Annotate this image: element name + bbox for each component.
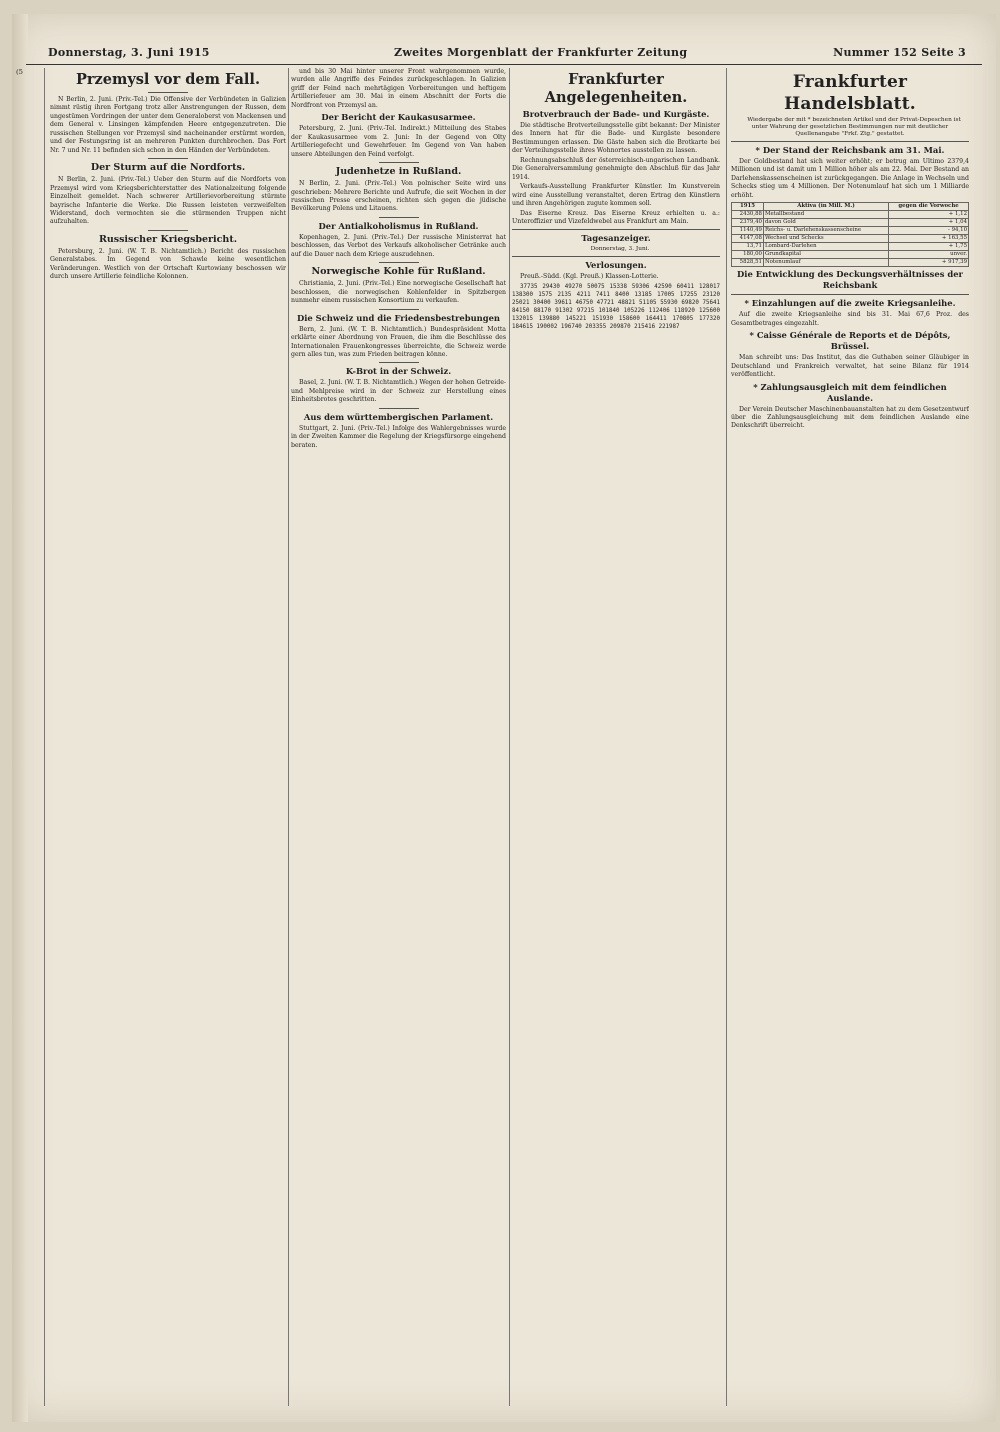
column-rule xyxy=(44,68,45,1406)
article-paragraph: N Berlin, 2. Juni. (Priv.-Tel.) Von polnischer Seite wird uns geschrieben: Mehrere Berichte und Aufrufe, die seit Wochen in der russischen Presse erscheinen, richten sich gegen die jüdische Bevölkerung Polens und Litauens. xyxy=(291,180,506,213)
table-cell: Wechsel und Schecks xyxy=(763,235,888,243)
article-paragraph: Basel, 2. Juni. (W. T. B. Nichtamtlich.) Wegen der hohen Getreide- und Mehlpreise wird in der Schweiz zur Herstellung eines Einheitsbrotes geschritten. xyxy=(291,379,506,404)
masthead-page-number: Nummer 152 Seite 3 xyxy=(833,46,966,59)
rule xyxy=(731,294,969,295)
column-przemysl xyxy=(50,68,286,1412)
table-cell: 180,00 xyxy=(732,251,764,259)
rule xyxy=(512,256,720,257)
rule xyxy=(148,92,188,93)
headline-verlosungen: Verlosungen. xyxy=(585,260,647,271)
article-paragraph: Petersburg, 2. Juni. (Priv.-Tel. Indirekt.) Mitteilung des Stabes der Kaukasusarmee vom 2. Juni: In der Gegend von Olty Artilleriegefecht und Gewehrfeuer. Im Gegend von Van haben unsere Abteilungen den Feind verfolgt. xyxy=(291,125,506,158)
headline-judenhetze: Judenhetze in Rußland. xyxy=(335,166,462,178)
column-rule xyxy=(288,68,289,1406)
column-news xyxy=(291,68,506,1412)
article-paragraph: N Berlin, 2. Juni. (Priv.-Tel.) Die Offensive der Verbündeten in Galizien nimmt rüstig ihren Fortgang trotz aller Anstrengungen der Russen, dem ungestümen Vordringen der unter dem Generaloberst von Mackensen und dem General v. Linsingen kämpfenden Heere entgegenzutreten. Die russischen Stellungen vor Przemysl sind nacheinander erstürmt worden, und der Festungsring ist an mehreren Punkten durchbrochen. Das Fort Nr. 7 und Nr. 11 befinden sich schon in den Händen der Verbündeten. xyxy=(50,96,286,154)
table-cell: 13,71 xyxy=(732,243,764,251)
subhead-deckungsverhaeltnis: Die Entwicklung des Deckungsverhältnisses der Reichsbank xyxy=(737,269,963,291)
table-row xyxy=(732,259,969,267)
table-cell: 2379,40 xyxy=(732,219,764,227)
edge-text: (5 xyxy=(16,68,23,76)
table-row xyxy=(732,251,969,259)
headline-tagesanzeiger: Tagesanzeiger. xyxy=(581,233,651,244)
article-paragraph: Verkaufs-Ausstellung Frankfurter Künstler. Im Kunstverein wird eine Ausstellung veranstaltet, deren Ertrag den Künstlern und ihren Angehörigen zugute kommen soll. xyxy=(512,183,720,208)
headline-nordforts: Der Sturm auf die Nordforts. xyxy=(90,162,246,174)
rule xyxy=(379,309,419,310)
column-frankfurt xyxy=(512,68,720,1412)
dateline: Donnerstag, 3. Juni. xyxy=(590,246,650,253)
headline-russian-report: Russischer Kriegsbericht. xyxy=(98,233,238,245)
article-paragraph: Man schreibt uns: Das Institut, das die Guthaben seiner Gläubiger in Deutschland und Frankreich verwaltet, hat seine Bilanz für 1914 veröffentlicht. xyxy=(731,354,969,379)
masthead-rule xyxy=(26,64,982,65)
table-cell: + 1,75 xyxy=(889,243,969,251)
table-cell: 5828,51 xyxy=(732,259,764,267)
subhead-kriegsanleihe: * Einzahlungen auf die zweite Kriegsanleihe. xyxy=(744,298,956,309)
headline-handelsblatt: Frankfurter Handelsblatt. xyxy=(784,72,916,114)
rule xyxy=(379,362,419,363)
table-cell: 1140,49 xyxy=(732,227,764,235)
subhead-zahlungsausgleich: * Zahlungsausgleich mit dem feindlichen Auslande. xyxy=(753,381,947,403)
article-paragraph: Der Goldbestand hat sich weiter erhöht; er betrug am Ultimo 2379,4 Millionen und ist damit um 1 Million höher als am 22. Mai. Der Bestand an Darlehenskassenscheinen ist zurückgegangen. Die Anlage in Wechseln und Schecks stieg um 4 Millionen. Der Notenumlauf hat sich um 1 Milliarde erhöht. xyxy=(731,158,969,199)
table-header-row xyxy=(732,203,969,211)
rule xyxy=(379,217,419,218)
rule xyxy=(379,262,419,263)
article-paragraph: Die städtische Brotverteilungsstelle gibt bekannt: Der Minister des Innern hat für die Bade- und Kurgäste besondere Bestimmungen erlassen. Die Gäste haben sich die Brotkarte bei der Verteilungsstelle ihres Wohnortes ausstellen zu lassen. xyxy=(512,122,720,155)
table-cell: + 1,12 xyxy=(889,211,969,219)
rule xyxy=(379,162,419,163)
table-cell: Metallbestand xyxy=(763,211,888,219)
masthead-title: Zweites Morgenblatt der Frankfurter Zeitung xyxy=(394,46,688,59)
table-cell: Reichs- u. Darlehenskassenscheine xyxy=(763,227,888,235)
table-header: gegen die Vorwoche xyxy=(889,203,969,211)
lottery-numbers: 37735 29430 49270 50075 15338 59306 42590 60411 128017 138300 1575 2135 4211 7411 8400 13185 17005 17255 23120 25021 30400 39611 46750 47721 48821 51105 55930 69820 75641 84150 88170 91302 97215 101840 105226 112406 118920 125600 132015 139880 145221 151930 158600 164411 170805 177320 184615 190002 196740 203355 209870 215416 221987 xyxy=(512,283,720,330)
table-cell: Grundkapital xyxy=(763,251,888,259)
column-rule xyxy=(726,68,727,1406)
rule xyxy=(731,141,969,142)
rule xyxy=(148,230,188,231)
headline-antialkohol: Der Antialkoholismus in Rußland. xyxy=(318,220,479,231)
headline-norwegische-kohle: Norwegische Kohle für Rußland. xyxy=(311,266,486,278)
table-cell: unver. xyxy=(889,251,969,259)
article-paragraph: Das Eiserne Kreuz. Das Eiserne Kreuz erhielten u. a.: Unteroffizier und Vizefeldwebel aus Frankfurt am Main. xyxy=(512,209,720,225)
rule xyxy=(148,158,188,159)
table-cell: 4147,08 xyxy=(732,235,764,243)
table-row xyxy=(732,227,969,235)
headline-wuerttemberg: Aus dem württembergischen Parlament. xyxy=(303,411,494,422)
article-paragraph: Rechnungsabschluß der österreichisch-ungarischen Landbank. Die Generalversammlung genehmigte den Abschluß für das Jahr 1914. xyxy=(512,156,720,181)
table-cell: davon Gold xyxy=(763,219,888,227)
table-cell: Notenumlauf xyxy=(763,259,888,267)
table-row xyxy=(732,235,969,243)
reichsbank-table xyxy=(731,202,969,267)
article-paragraph: und bis 30 Mai hinter unserer Front wahrgenommen wurde, wurden alle Angriffe des Feindes zurückgeschlagen. In Galizien griff der Feind nach mehrtägigen Vorbereitungen und heftigem Artilleriefeuer am 30. Mai in einem Abschnitt der Forts die Nordfront von Przemysl an. xyxy=(291,68,506,109)
article-paragraph: Kopenhagen, 2. Juni. (Priv.-Tel.) Der russische Ministerrat hat beschlossen, das Verbot des Verkaufs alkoholischer Getränke auch auf die Dauer nach dem Kriege auszudehnen. xyxy=(291,233,506,258)
headline-przemysl: Przemysl vor dem Fall. xyxy=(76,71,260,88)
copyright-note: Wiedergabe der mit * bezeichneten Artikel und der Privat-Depeschen ist unter Wahrung der gesetzlichen Bestimmungen nur mit deutlicher Quellenangabe "Frkf. Ztg." gestattet. xyxy=(747,117,961,137)
table-cell: - 94,10 xyxy=(889,227,969,235)
table-cell: 2430,88 xyxy=(732,211,764,219)
table-row xyxy=(732,219,969,227)
article-paragraph: Christiania, 2. Juni. (Priv.-Tel.) Eine norwegische Gesellschaft hat beschlossen, die norwegischen Kohlenfelder in Spitzbergen nunmehr einem russischen Konsortium zu verkaufen. xyxy=(291,280,506,305)
headline-frankfurter-angelegenheiten: Frankfurter Angelegenheiten. xyxy=(544,71,688,106)
subhead-caisse-generale: * Caisse Générale de Reports et de Dépôts, Brüssel. xyxy=(749,330,951,352)
subhead-brotverbrauch: Brotverbrauch der Bade- und Kurgäste. xyxy=(522,109,710,119)
headline-k-brot: K-Brot in der Schweiz. xyxy=(345,366,452,377)
rule xyxy=(379,408,419,409)
table-header: 1915 xyxy=(732,203,764,211)
table-header: Aktiva (in Mill. M.) xyxy=(763,203,888,211)
article-paragraph: Petersburg, 2. Juni. (W. T. B. Nichtamtlich.) Bericht des russischen Generalstabes. Im Gegend von Schawle keine wesentlichen Veränderungen. Westlich von der Ortschaft Kurtowiany beschossen wir durch unsere Artillerie feindliche Kolonnen. xyxy=(50,247,286,281)
column-handelsblatt xyxy=(731,68,969,1412)
column-rule xyxy=(509,68,510,1406)
table-cell: + 917,39 xyxy=(889,259,969,267)
article-paragraph: N Berlin, 2. Juni. (Priv.-Tel.) Ueber den Sturm auf die Nordforts von Przemysl wird vom Kriegsberichterstatter des Nationalzeitung folgende Einzelheit gemeldet. Nach schwerer Artillerievorbereitung stürmte bayrische Infanterie die Werke. Die Russen leisteten verzweifelten Widerstand, doch vermochten sie die stürmenden Truppen nicht aufzuhalten. xyxy=(50,176,286,226)
table-row xyxy=(732,211,969,219)
article-paragraph: Stuttgart, 2. Juni. (Priv.-Tel.) Infolge des Wahlergebnisses wurde in der Zweiten Kammer die Regelung der Kriegsfürsorge eingehend beraten. xyxy=(291,424,506,449)
masthead xyxy=(26,46,982,66)
table-cell: + 163,55 xyxy=(889,235,969,243)
headline-kaukasus: Der Bericht der Kaukasusarmee. xyxy=(321,112,476,123)
rule xyxy=(512,229,720,230)
headline-schweiz: Die Schweiz und die Friedensbestrebungen xyxy=(296,312,501,323)
subhead-reichsbank: * Der Stand der Reichsbank am 31. Mai. xyxy=(755,145,945,155)
article-paragraph: Bern, 2. Juni. (W. T. B. Nichtamtlich.) Bundespräsident Motta erklärte einer Abordnung von Frauen, die ihm die Beschlüsse des Internationalen Frauenkongresses überreichte, die Schweiz werde gern alles tun, was zum Frieden beitragen könne. xyxy=(291,325,506,358)
table-row xyxy=(732,243,969,251)
article-paragraph: Auf die zweite Kriegsanleihe sind bis 31. Mai 67,6 Proz. des Gesamtbetrages eingezahlt. xyxy=(731,311,969,327)
lottery-title: Preuß.-Südd. (Kgl. Preuß.) Klassen-Lotterie. xyxy=(520,273,659,281)
masthead-date: Donnerstag, 3. Juni 1915 xyxy=(48,46,210,59)
article-paragraph: Der Verein Deutscher Maschinenbauanstalten hat zu dem Gesetzentwurf über die Zahlungsausgleichung mit dem feindlichen Auslande eine Denkschrift überreicht. xyxy=(731,405,969,430)
edge-column xyxy=(16,68,36,1412)
table-cell: Lombard-Darlehen xyxy=(763,243,888,251)
table-cell: + 1,04 xyxy=(889,219,969,227)
